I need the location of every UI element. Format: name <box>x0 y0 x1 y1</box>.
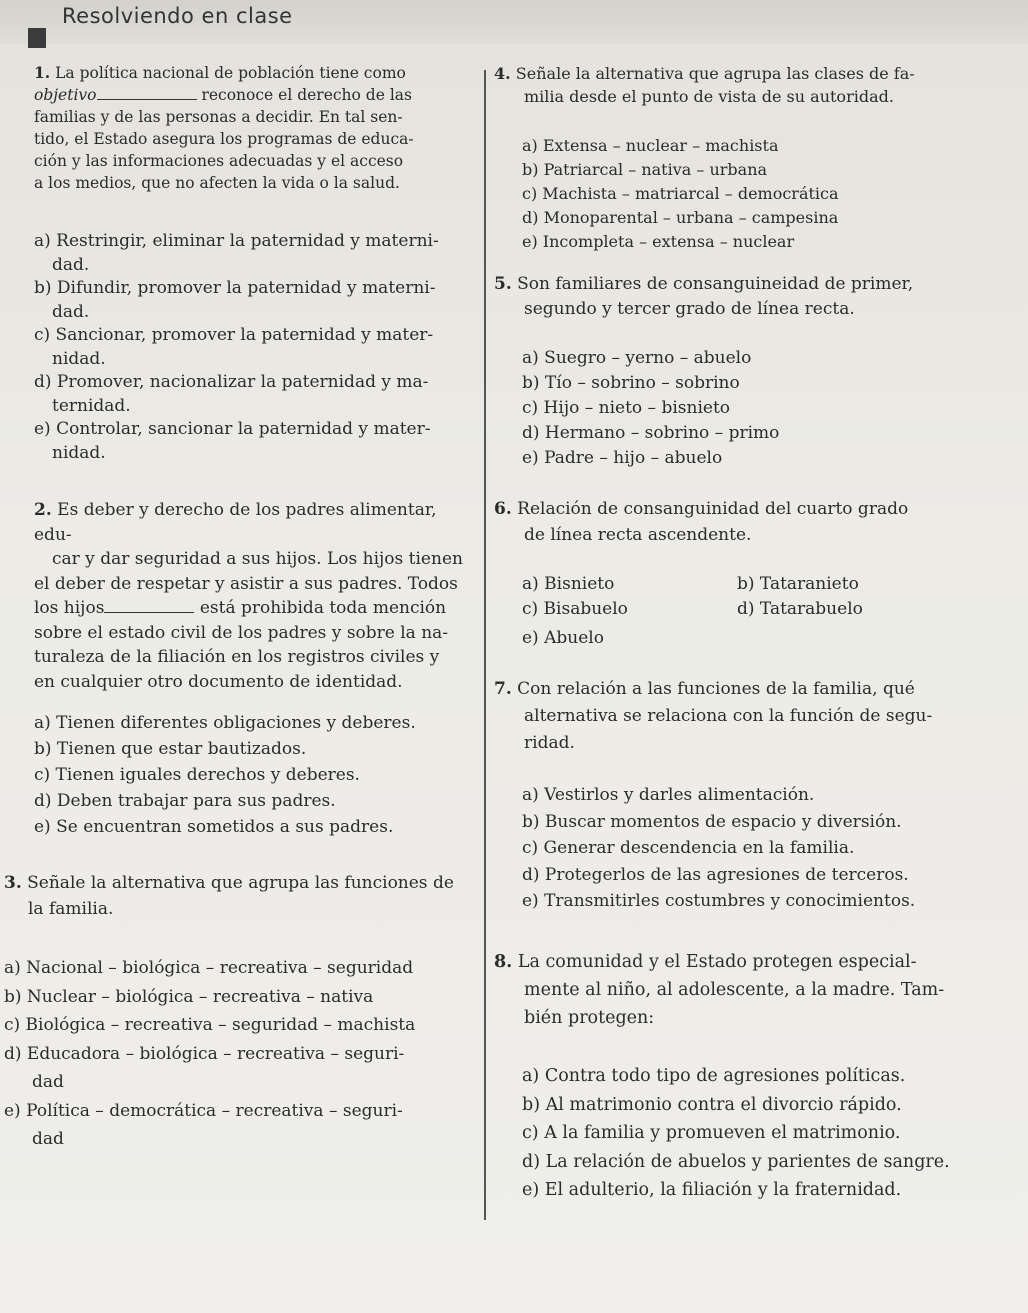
column-divider <box>484 70 486 1220</box>
option-e[interactable] <box>4 1097 474 1154</box>
option-text: b) Nuclear – biológica – recreativa – nativa <box>4 986 374 1007</box>
option-text: dad. <box>52 301 90 322</box>
question-2 <box>34 498 474 694</box>
answer-blank[interactable] <box>104 612 194 613</box>
option-text: ternidad. <box>52 395 131 416</box>
question-1 <box>34 62 474 194</box>
option-text: dad <box>32 1072 64 1092</box>
question-text: bién protegen: <box>524 1008 655 1028</box>
question-text: objetivo <box>34 86 97 104</box>
option-a[interactable]: a) Bisnieto <box>522 574 615 594</box>
option-c[interactable]: c) Machista – matriarcal – democrática <box>522 184 839 203</box>
option-d[interactable] <box>4 1040 474 1097</box>
option-b[interactable]: b) Patriarcal – nativa – urbana <box>522 160 768 179</box>
option-b[interactable]: b) Buscar momentos de espacio y diversión. <box>522 811 902 832</box>
question-number: 6. <box>494 499 512 519</box>
question-text: turaleza de la filiación en los registros civiles y <box>34 647 440 667</box>
option-text: nidad. <box>52 348 106 369</box>
question-text: Es deber y derecho de los padres alimentar, edu- <box>34 500 437 545</box>
option-text: dad. <box>52 254 90 275</box>
option-a[interactable]: a) Extensa – nuclear – machista <box>522 136 779 155</box>
question-text: en cualquier otro documento de identidad. <box>34 671 403 692</box>
option-e[interactable]: e) Abuelo <box>522 628 604 648</box>
question-number: 5. <box>494 274 512 294</box>
header-marker <box>28 28 46 48</box>
option-text: dad <box>32 1129 64 1149</box>
option-c[interactable]: c) Generar descendencia en la familia. <box>522 838 855 858</box>
option-d[interactable] <box>34 371 474 418</box>
option-c[interactable]: c) Hijo – nieto – bisnieto <box>522 398 731 418</box>
option-b[interactable]: b) Tataranieto <box>737 574 859 594</box>
option-e[interactable]: e) El adulterio, la filiación y la fraternidad. <box>522 1180 902 1200</box>
option-e[interactable] <box>34 418 474 465</box>
option-d[interactable]: d) La relación de abuelos y parientes de sangre. <box>522 1151 950 1172</box>
question-5 <box>494 272 994 322</box>
option-text: a) Restringir, eliminar la paternidad y materni- <box>34 231 439 251</box>
question-text: tido, el Estado asegura los programas de educa- <box>34 130 414 148</box>
option-text: a) Nacional – biológica – recreativa – seguridad <box>4 958 414 978</box>
option-text: c) Sancionar, promover la paternidad y mater- <box>34 325 434 345</box>
option-d[interactable]: d) Monoparental – urbana – campesina <box>522 208 839 227</box>
question-text: Señale la alternativa que agrupa las funciones de <box>27 873 454 893</box>
question-text: familias y de las personas a decidir. En tal sen- <box>34 108 403 126</box>
option-e[interactable]: e) Transmitirles costumbres y conocimientos. <box>522 891 916 911</box>
question-8-options <box>522 1062 1012 1205</box>
question-text: Son familiares de consanguineidad de primer, <box>517 274 914 294</box>
question-text: Señale la alternativa que agrupa las clases de fa- <box>515 64 915 83</box>
option-b[interactable] <box>4 983 474 1012</box>
question-8 <box>494 948 1004 1032</box>
option-a[interactable]: a) Contra todo tipo de agresiones políticas. <box>522 1066 906 1086</box>
question-4 <box>494 62 994 108</box>
question-text: sobre el estado civil de los padres y sobre la na- <box>34 622 449 643</box>
question-4-options <box>522 134 992 254</box>
question-number: 1. <box>34 63 51 82</box>
question-text: los hijos <box>34 598 105 618</box>
question-3 <box>4 870 474 922</box>
question-text: ridad. <box>524 733 575 753</box>
option-a[interactable] <box>4 954 474 983</box>
option-c[interactable]: c) A la familia y promueven el matrimonio. <box>522 1123 901 1143</box>
option-c[interactable]: c) Bisabuelo <box>522 599 628 619</box>
question-text: car y dar seguridad a sus hijos. Los hijos tienen <box>52 549 463 569</box>
question-number: 4. <box>494 64 511 83</box>
option-b[interactable]: b) Tío – sobrino – sobrino <box>522 373 740 393</box>
option-b[interactable]: b) Tienen que estar bautizados. <box>34 739 307 759</box>
question-text: la familia. <box>28 899 114 919</box>
option-d[interactable]: d) Deben trabajar para sus padres. <box>34 791 336 811</box>
question-text: el deber de respetar y asistir a sus padres. Todos <box>34 573 458 594</box>
option-text: c) Biológica – recreativa – seguridad – machista <box>4 1015 416 1035</box>
option-a[interactable] <box>34 230 474 277</box>
option-text: nidad. <box>52 442 106 463</box>
question-2-options <box>34 710 474 840</box>
question-text: reconoce el derecho de las <box>201 86 412 104</box>
question-text: Relación de consanguinidad del cuarto grado <box>517 499 909 519</box>
question-text: milia desde el punto de vista de su autoridad. <box>524 87 894 106</box>
option-text: d) Educadora – biológica – recreativa – seguri- <box>4 1043 405 1064</box>
question-7 <box>494 676 1004 757</box>
question-text: ción y las informaciones adecuadas y el acceso <box>34 152 404 170</box>
option-b[interactable] <box>34 277 474 324</box>
option-c[interactable] <box>34 324 474 371</box>
option-a[interactable]: a) Suegro – yerno – abuelo <box>522 348 752 368</box>
question-text: Con relación a las funciones de la familia, qué <box>517 679 915 699</box>
question-text: de línea recta ascendente. <box>524 525 752 545</box>
question-5-options <box>522 346 992 471</box>
question-7-options <box>522 782 1002 915</box>
question-number: 2. <box>34 500 52 520</box>
question-text: alternativa se relaciona con la función de segu- <box>524 706 933 726</box>
option-text: d) Promover, nacionalizar la paternidad y ma- <box>34 372 429 392</box>
option-e[interactable]: e) Padre – hijo – abuelo <box>522 448 723 468</box>
question-number: 8. <box>494 952 513 972</box>
question-text: segundo y tercer grado de línea recta. <box>524 299 855 319</box>
question-6-options <box>522 572 992 651</box>
option-text: b) Difundir, promover la paternidad y materni- <box>34 278 436 298</box>
option-a[interactable]: a) Vestirlos y darles alimentación. <box>522 785 815 805</box>
option-e[interactable]: e) Incompleta – extensa – nuclear <box>522 232 795 251</box>
question-text: a los medios, que no afecten la vida o la salud. <box>34 174 400 192</box>
option-text: e) Política – democrática – recreativa – seguri- <box>4 1100 403 1121</box>
question-text: está prohibida toda mención <box>199 598 447 618</box>
option-d[interactable]: d) Hermano – sobrino – primo <box>522 423 780 443</box>
question-number: 3. <box>4 873 22 893</box>
question-1-options <box>34 230 474 465</box>
option-c[interactable] <box>4 1011 474 1040</box>
question-text: mente al niño, al adolescente, a la madre. Tam- <box>524 980 945 1000</box>
option-d[interactable]: d) Protegerlos de las agresiones de terceros. <box>522 864 909 885</box>
question-text: La comunidad y el Estado protegen especial- <box>517 952 917 972</box>
question-6 <box>494 496 994 548</box>
question-text: La política nacional de población tiene como <box>55 64 406 82</box>
option-c[interactable]: c) Tienen iguales derechos y deberes. <box>34 765 360 785</box>
question-3-options <box>4 954 474 1154</box>
answer-blank[interactable] <box>97 99 197 100</box>
option-d[interactable]: d) Tatarabuelo <box>737 599 863 619</box>
option-text: e) Controlar, sancionar la paternidad y mater- <box>34 419 431 439</box>
question-number: 7. <box>494 679 512 699</box>
page-title: Resolviendo en clase <box>62 4 293 28</box>
option-b[interactable]: b) Al matrimonio contra el divorcio rápido. <box>522 1094 902 1115</box>
option-e[interactable]: e) Se encuentran sometidos a sus padres. <box>34 817 394 837</box>
option-a[interactable]: a) Tienen diferentes obligaciones y deberes. <box>34 713 416 733</box>
